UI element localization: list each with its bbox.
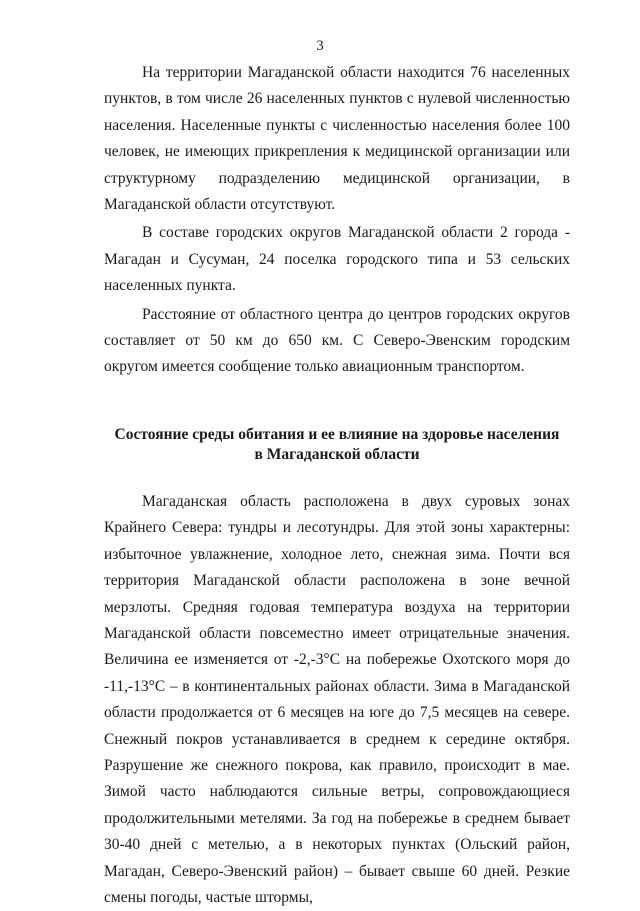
document-body xyxy=(104,60,570,911)
page-number: 3 xyxy=(316,38,324,54)
paragraph-climate: Магаданская область расположена в двух суровых зонах Крайнего Севера: тундры и лесотундры. Для этой зоны характерны: избыточное увлажнение, холодное лето, снежная зима. Почти вся территория Магаданской области расположена в зоне вечной мерзлоты. Средняя годовая температура воздуха на территории Магаданской области повсеместно имеет отрицательные значения. Величина ее изменяется от -2,-3°С на побережье Охотского моря до -11,-13°С – в континентальных районах области. Зима в Магаданской области продолжается от 6 месяцев на юге до 7,5 месяцев на севере. Снежный покров устанавливается в среднем к середине октября. Разрушение же снежного покрова, как правило, происходит в мае. Зимой часто наблюдаются сильные ветры, сопровождающиеся продолжительными метелями. За год на побережье в среднем бывает 30-40 дней с метелью, а в некоторых пунктах (Ольский район, Магадан, Северо-Эвенский район) – бывает свыше 60 дней. Резкие смены погоды, частые штормы, xyxy=(104,492,570,906)
paragraph-city-districts: В составе городских округов Магаданской области 2 города - Магадан и Сусуман, 24 поселка городского типа и 53 сельских населенных пункта. xyxy=(104,224,570,295)
section-heading xyxy=(104,425,570,465)
paragraph-settlements: На территории Магаданской области находится 76 населенных пунктов, в том числе 26 населенных пунктов с нулевой численностью населения. Населенные пункты с численностью населения более 100 человек, не имеющих прикрепления к медицинской организации или структурному подразделению медицинской организации, в Магаданской области отсутствуют. xyxy=(104,64,570,214)
section-heading-line-1: Состояние среды обитания и ее влияние на здоровье населения xyxy=(114,425,560,443)
section-heading-line-2: в Магаданской области xyxy=(254,445,420,463)
paragraph-distances: Расстояние от областного центра до центров городских округов составляет от 50 км до 650 км. С Северо-Эвенским городским округом имеется сообщение только авиационным транспортом. xyxy=(104,305,570,376)
